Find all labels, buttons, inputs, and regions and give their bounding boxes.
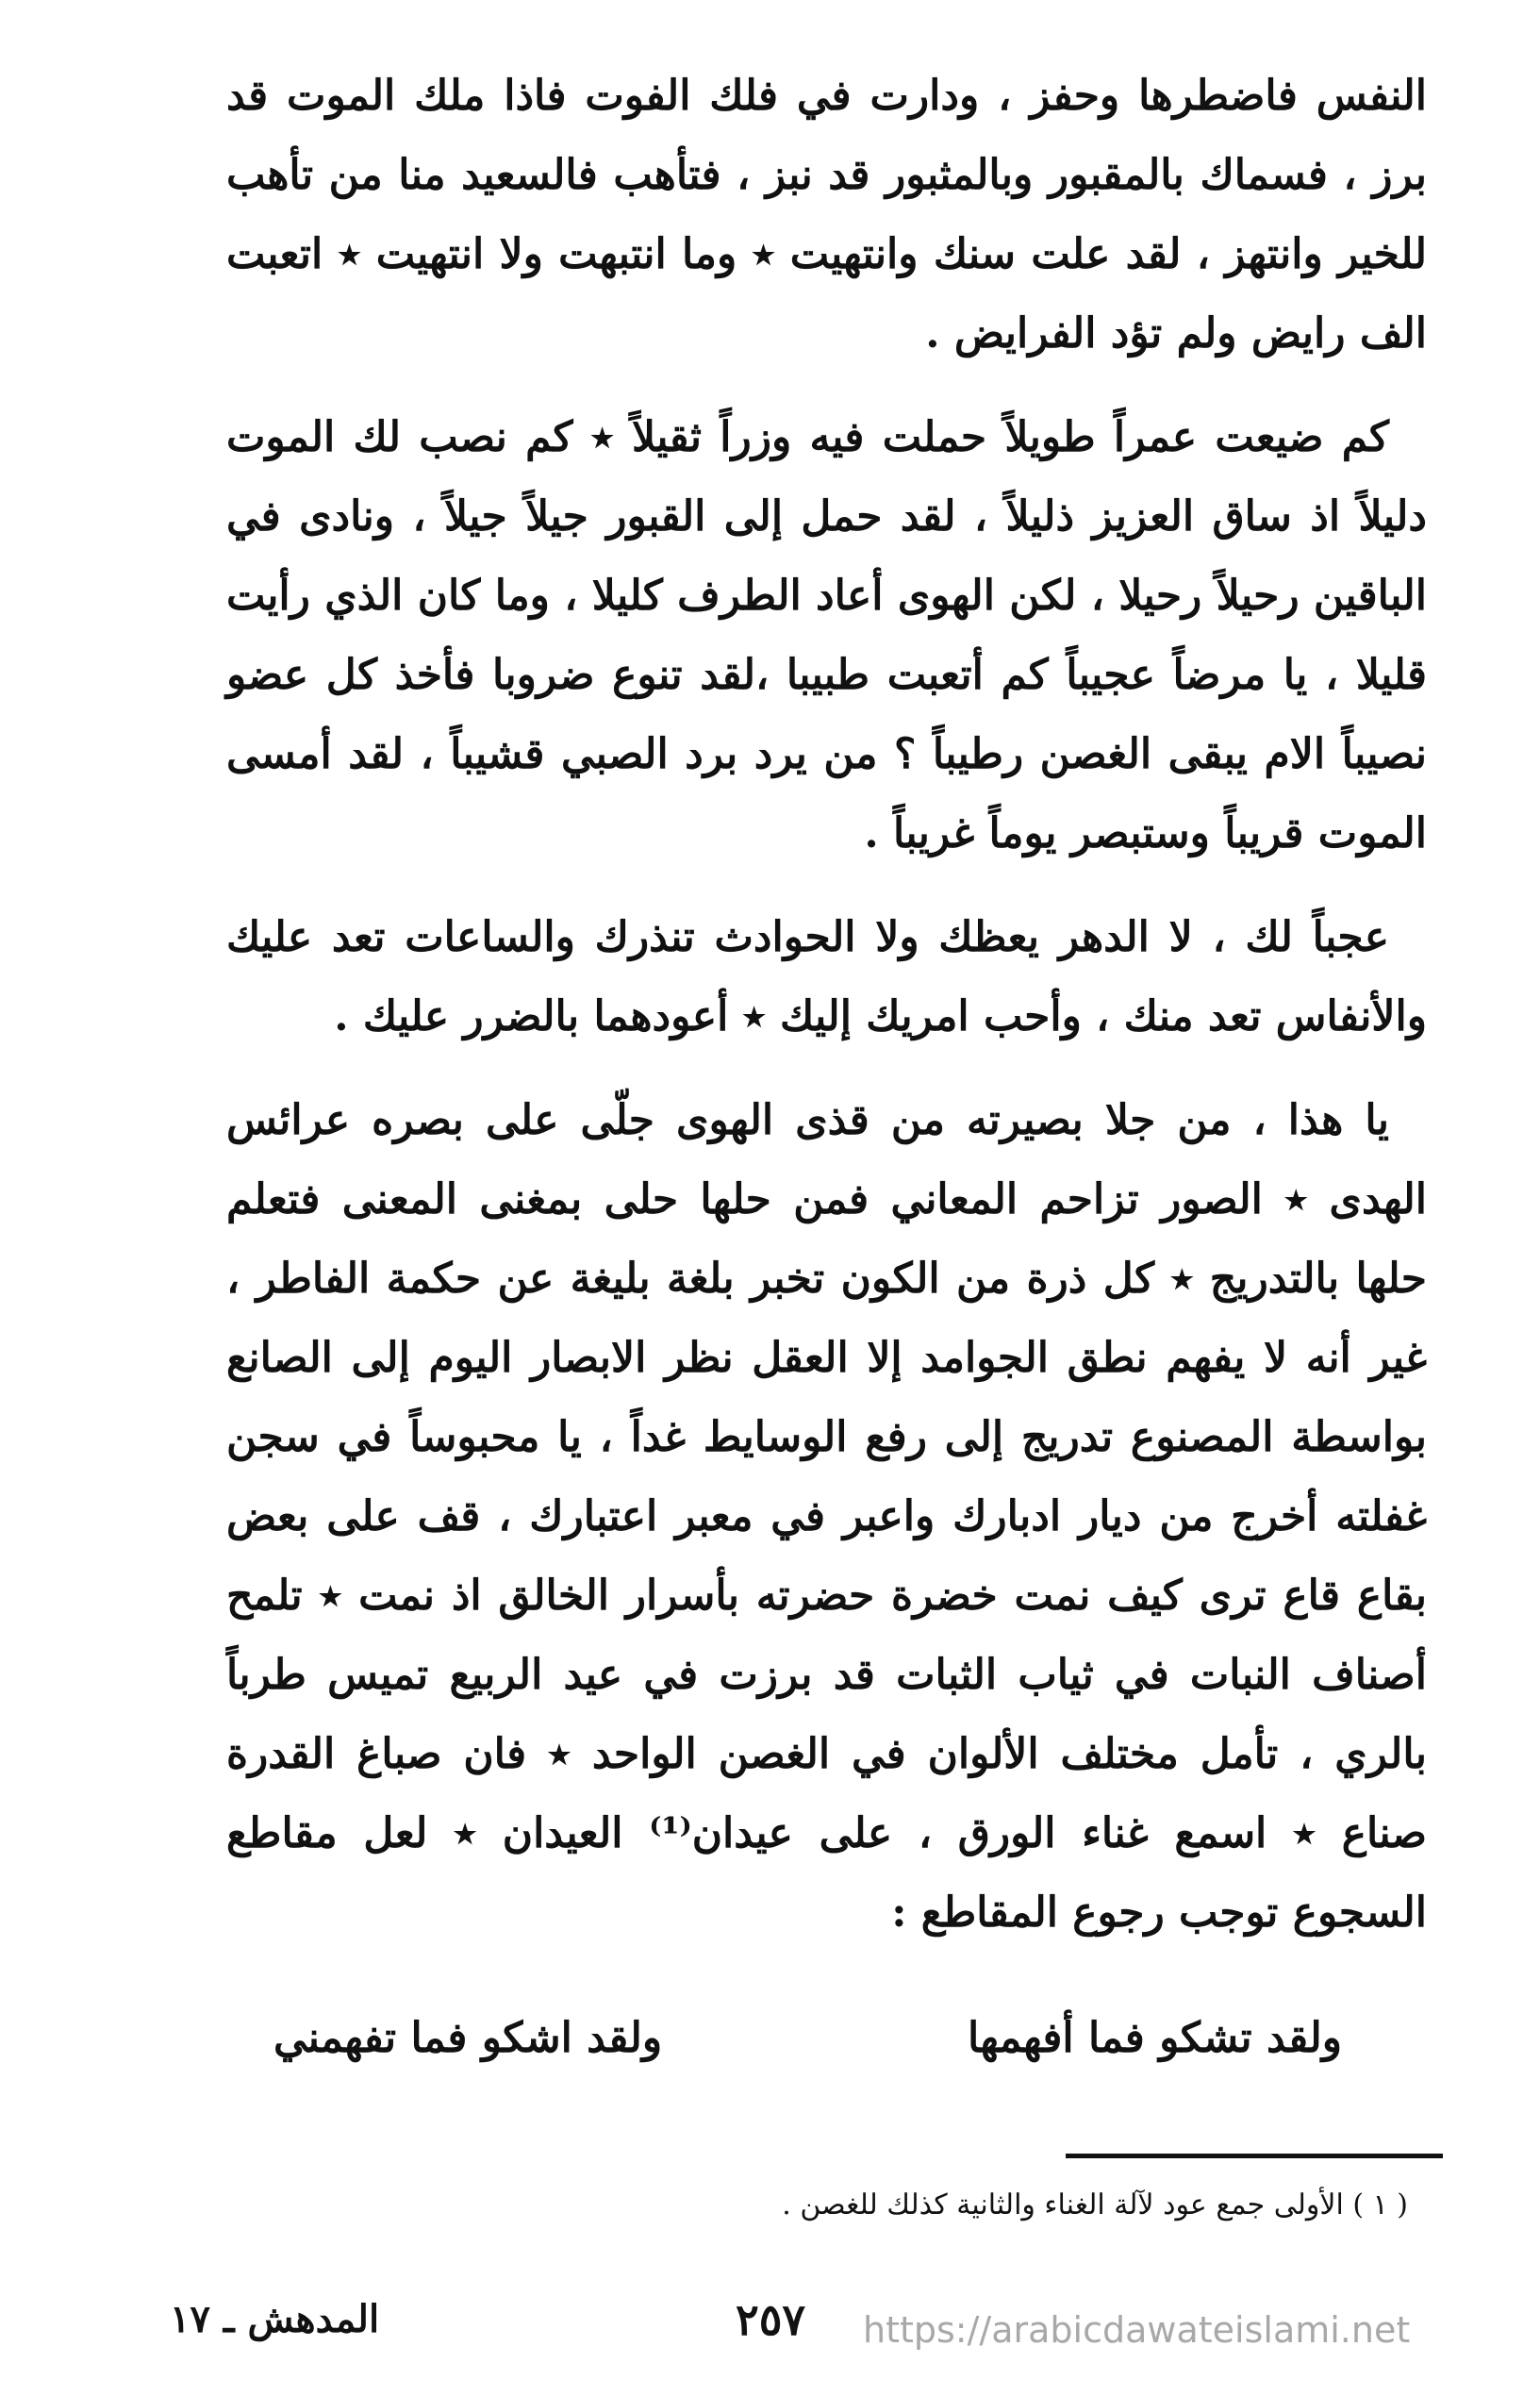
footnote: ( ١ ) الأولى جمع عود لآلة الغناء والثانية كذلك للغصن . [782,2188,1408,2221]
footnote-divider [1066,2154,1443,2158]
verse-line [273,2014,1342,2062]
paragraph-3: عجباً لك ، لا الدهر يعظك ولا الحوادث تنذرك والساعات تعد عليك والأنفاس تعد منك ، وأحب امريك إليك ٭ أعودهما بالضرر عليك . [226,913,1427,1040]
verse-hemistich-right: ولقد تشكو فما أفهمها [967,2014,1342,2062]
paragraph-2: كم ضيعت عمراً طويلاً حملت فيه وزراً ثقيلاً ٭ كم نصب لك الموت دليلاً اذ ساق العزيز ذليلاً ، لقد حمل إلى القبور جيلاً جيلاً ، ونادى في الباقين رحيلاً رحيلا ، لكن الهوى أعاد الطرف كليلا ، وما كان الذي رأيت قليلا ، يا مرضاً عجيباً كم أتعبت طبيبا ،لقد تنوع ضروبا فأخذ كل عضو نصيباً الام يبقى الغصن رطيباً ؟ من يرد برد الصبي قشيباً ، لقد أمسى الموت قريباً وستبصر يوماً غريباً . [225,413,1427,857]
main-text [226,57,1427,1977]
verse-hemistich-left: ولقد اشكو فما تفهمني [273,2014,663,2062]
paragraph-4: يا هذا ، من جلا بصيرته من قذى الهوى جلّى على بصره عرائس الهدى ٭ الصور تزاحم المعاني فمن حلها حلى بمغنى المعنى فتعلم حلها بالتدريج ٭ كل ذرة من الكون تخبر بلغة بليغة عن حكمة الفاطر ، غير أنه لا يفهم نطق الجوامد إلا العقل نظر الابصار اليوم إلى الصانع بواسطة المصنوع تدريج إلى رفع الوسايط غداً ، يا محبوساً في سجن غفلته أخرج من ديار ادبارك واعبر في معبر اعتبارك ، قف على بعض بقاع قاع ترى كيف نمت خضرة حضرته بأسرار الخالق اذ نمت ٭ تلمح أصناف النبات في ثياب الثبات قد برزت في عيد الربيع تميس طرباً بالري ، تأمل مختلف الألوان في الغصن الواحد ٭ فان صباغ القدرة صناع ٭ اسمع غناء الورق ، على عيدان⁽¹⁾ العيدان ٭ لعل مقاطع السجوع توجب رجوع المقاطع : [226,1096,1428,1937]
page-number: ٢٥٧ [736,2294,806,2345]
book-signature: المدهش ـ ١٧ [170,2297,380,2341]
watermark-url: https://arabicdawateislami.net [863,2309,1411,2351]
paragraph-1: النفس فاضطرها وحفز ، ودارت في فلك الفوت فاذا ملك الموت قد برز ، فسماك بالمقبور وبالمثبور قد نبز ، فتأهب فالسعيد منا من تأهب للخير وانتهز ، لقد علت سنك وانتهيت ٭ وما انتبهت ولا انتهيت ٭ اتعبت الف رايض ولم تؤد الفرايض . [226,72,1428,358]
